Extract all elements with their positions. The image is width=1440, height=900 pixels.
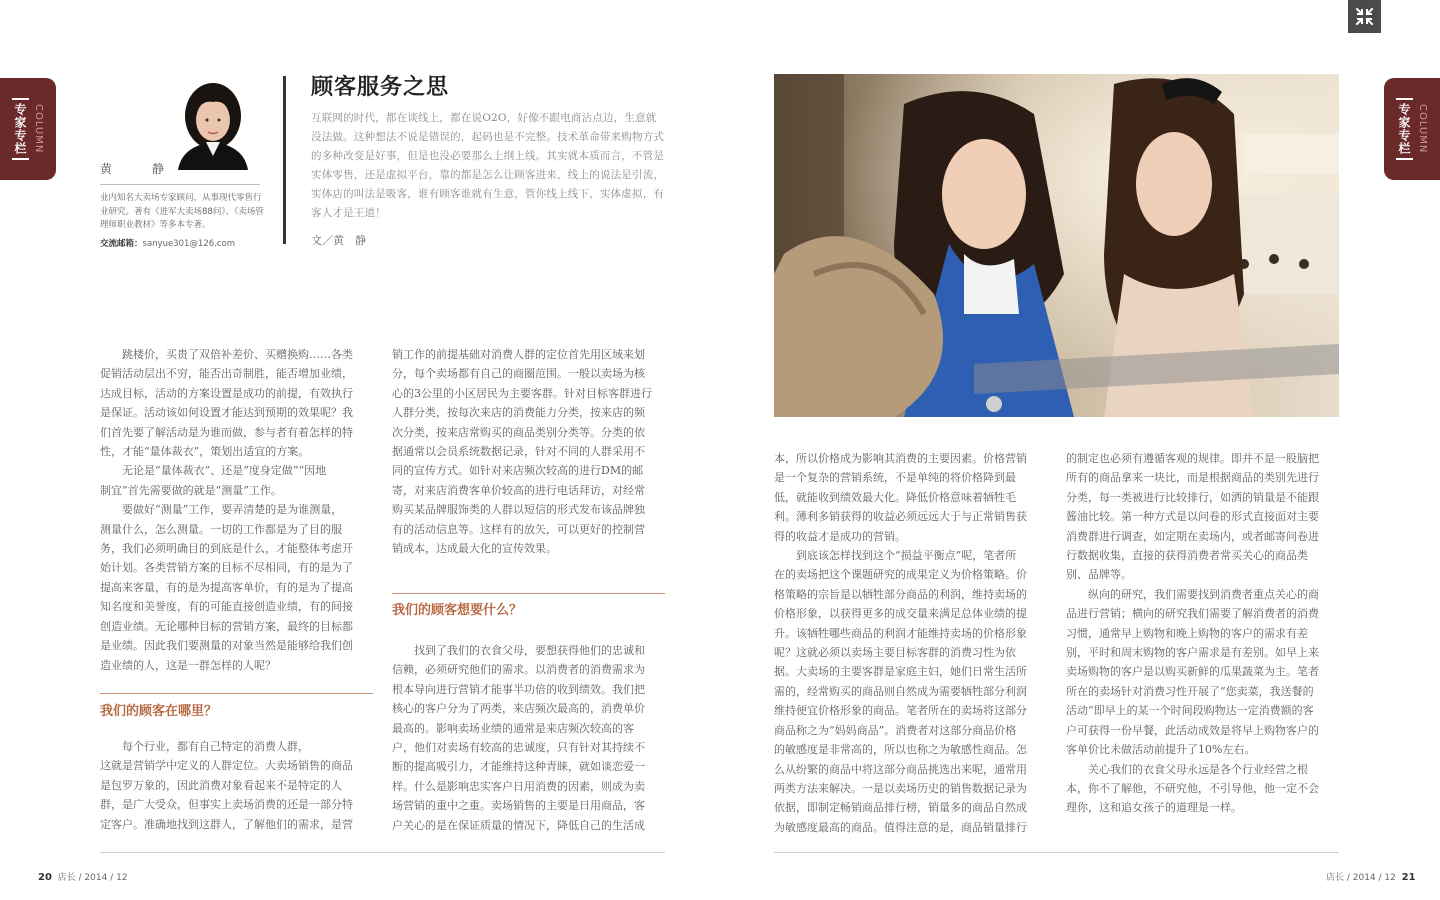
author-portrait [170, 76, 256, 170]
text-line: 造业绩的人，这是一群怎样的人呢？ [100, 658, 276, 672]
section-heading-where: 我们的顾客在哪里？ [100, 704, 218, 719]
text-line: 么从纷繁的商品中将这部分商品挑选出来呢，通常用 [774, 762, 1027, 776]
text-line: 活动”即早上的某一个时间段购物达一定消费额的客 [1066, 704, 1314, 718]
text-line: 达成目标，活动的方案设置是成功的前提，有效执行 [100, 386, 353, 400]
section-divider [100, 693, 373, 694]
text-line: 跳楼价，买贵了双倍补差价、买赠换购……各类 [122, 348, 353, 361]
text-line: 促销活动层出不穷，能否出奇制胜，能否增加业绩， [100, 367, 353, 381]
article-byline: 文／黄 静 [311, 234, 366, 247]
text-line: 无论是“量体裁衣”、还是“度身定做”“因地 [122, 464, 327, 478]
email-label: 交流邮箱： [100, 239, 143, 249]
text-line: 维持便宜价格形象的商品。笔者所在的卖场将这部分 [774, 704, 1027, 718]
text-line: 酱油比较。第一种方式是以问卷的形式直接面对主要 [1066, 510, 1319, 524]
text-line: 提高来客量，有的是为提高客单价，有的是为了提高 [100, 580, 353, 594]
column-tab-label: 专家专栏 [12, 98, 29, 160]
text-line: 纵向的研究，我们需要找到消费者重点关心的商 [1088, 587, 1319, 601]
text-line: 制宜”首先需要做的就是“测量”工作。 [100, 483, 282, 497]
text-line: 消费群进行调查，如定期在卖场内，或者邮寄问卷进 [1066, 529, 1319, 543]
text-line: 本，所以价格成为影响其消费的主要因素。价格营销 [774, 452, 1027, 465]
text-line: 格策略的宗旨是以牺牲部分商品的利润，维持卖场的 [774, 587, 1027, 601]
text-line: 得的收益才是成功的营销。 [774, 529, 906, 543]
article-intro: 互联网的时代，都在谈线上，都在说O2O，好像不跟电商沾点边，生意就没法做。这种想法不说是错误的，起码也是不完整。技术革命带来购物方式的多种改变是好事，但是也没必要那么上纲上线。其实就本质而言，不管是实体零售，还是虚拟平台，靠的都是怎么让顾客进来，线上的说法是引流，实体店的叫法是吸客，谁有顾客谁就有生意，管你线上线下，实体虚拟，有客人才是王道！ [311, 112, 665, 219]
column-tab-label: 专家专栏 [1396, 98, 1413, 160]
body-column-1 [100, 345, 373, 675]
footer-rule-left [100, 852, 665, 853]
body-column-1-cont [100, 737, 373, 834]
column-tab-label-en: COLUMN [1417, 104, 1428, 154]
magazine-issue-left: 店长 / 2014 / 12 [57, 873, 128, 883]
text-line: 每个行业，都有自己特定的消费人群， [122, 740, 309, 753]
text-line: 习惯，通常早上购物和晚上购物的客户的需求有差 [1066, 626, 1308, 640]
article-photo [774, 74, 1339, 417]
text-line: 卖场购物的客户是以购买新鲜的瓜果蔬菜为主。笔者 [1066, 665, 1319, 679]
text-line: 在的卖场把这个课题研究的成果定义为价格策略。价 [774, 568, 1027, 582]
body-column-4 [1066, 449, 1339, 818]
text-line: 群，是广大受众，但事实上卖场消费的还是一部分特 [100, 798, 353, 812]
text-line: 始计划。各类营销方案的目标不尽相同，有的是为了 [100, 561, 353, 575]
text-line: 人群分类，按每次来店的消费能力分类，按来店的频 [392, 406, 645, 420]
text-line: 是业绩。因此我们要测量的对象当然是能够给我们创 [100, 639, 353, 653]
text-line: 需的，经常购买的商品则自然成为需要牺牲部分利润 [774, 684, 1027, 698]
footer-rule-right [774, 852, 1339, 853]
text-line: 是一个复杂的营销系统，不是单纯的将价格降到最 [774, 471, 1016, 485]
text-line: 理你，这和追女孩子的道理是一样。 [1066, 801, 1242, 815]
author-bio: 业内知名大卖场专家顾问，从事现代零售行业研究。著有《进军大卖场88问》、《卖场管理师职业教材》等多本专著。 [100, 193, 264, 230]
text-line: 关心我们的衣食父母永远是各个行业经营之根 [1088, 762, 1308, 776]
text-line: 所在的卖场针对消费习性开展了“您卖菜，我送餐的 [1066, 684, 1314, 698]
text-line: 断的提高吸引力，才能维持这种青睐，就如谈恋爱一 [392, 760, 645, 774]
text-line: 找到了我们的衣食父母，要想获得他们的忠诚和 [414, 644, 645, 657]
column-tab-right [1384, 78, 1440, 180]
text-line: 创造业绩。无论哪种目标的营销方案，最终的目标都 [100, 619, 353, 633]
text-line: 样。什么是影响忠实客户日用消费的因素，则成为卖 [392, 779, 645, 793]
text-line: 这就是营销学中定义的人群定位。大卖场销售的商品 [100, 759, 353, 773]
page-number-right: 21 [1401, 872, 1416, 883]
text-line: 商品称之为“妈妈商品”。消费者对这部分商品价格 [774, 723, 1017, 737]
author-email [100, 237, 235, 249]
text-line: 两类方法来解决。一是以卖场历史的销售数据记录为 [774, 781, 1027, 795]
fullscreen-toggle-button[interactable] [1348, 0, 1381, 33]
author-name: 黄 静 [100, 162, 179, 176]
text-line: 的敏感度是非常高的，所以也称之为敏感性商品。怎 [774, 743, 1027, 757]
collapse-arrows-icon [1348, 0, 1381, 33]
text-line: 核心的客户分为了两类，来店频次最高的，消费单价 [392, 702, 645, 716]
text-line: 低，就能收到绩效最大化。降低价格意味着牺牲毛 [774, 490, 1016, 504]
text-line: 所有的商品拿来一块比，而是根据商品的类别先进行 [1066, 471, 1319, 485]
body-column-3 [774, 449, 1047, 837]
text-line: 销成本，达成最大化的宣传效果。 [392, 542, 557, 556]
text-line: 为敏感度最高的商品。值得注意的是，商品销量排行 [774, 820, 1027, 834]
divider [100, 184, 260, 185]
text-line: 是包罗万象的，因此消费对象看起来不是特定的人 [100, 778, 342, 792]
text-line: 呢？这就必须以卖场主要目标客群的消费习性为依 [774, 646, 1016, 660]
email-address: sanyue301@126.com [142, 239, 235, 249]
text-line: 户，他们对卖场有较高的忠诚度，只有针对其持续不 [392, 741, 645, 755]
text-line: 利。薄利多销获得的收益必须远远大于与正常销售获 [774, 510, 1027, 524]
text-line: 购买某品牌服饰类的人群以短信的形式发布该品牌独 [392, 503, 645, 517]
text-line: 户关心的是在保证质量的情况下，降低自己的生活成 [392, 818, 645, 832]
magazine-issue-right: 店长 / 2014 / 12 [1326, 873, 1396, 883]
text-line: 价格形象，以获得更多的成交量来满足总体业绩的提 [774, 607, 1027, 621]
text-line: 据。大卖场的主要客群是家庭主妇，她们日常生活所 [774, 665, 1027, 679]
text-line: 别，平时和周末购物的客户需求是有差别。如早上来 [1066, 646, 1319, 660]
text-line: 同的宣传方式。如针对来店频次较高的进行DM的邮 [392, 464, 644, 478]
section-heading-what: 我们的顾客想要什么？ [392, 603, 523, 618]
column-tab-left [0, 78, 56, 180]
text-line: 户可获得一份早餐，此活动成效是将早上购物客户的 [1066, 723, 1319, 737]
page-number-left: 20 [38, 872, 52, 883]
column-tab-label-en: COLUMN [33, 104, 44, 154]
text-line: 信赖，必须研究他们的需求。以消费者的消费需求为 [392, 663, 645, 677]
text-line: 行数据收集，直接的获得消费者常买关心的商品类 [1066, 549, 1308, 563]
text-line: 知名度和美誉度，有的可能直接创造业绩，有的间接 [100, 600, 353, 614]
text-line: 的制定也必须有遵循客观的规律。即并不是一股脑把 [1066, 452, 1319, 465]
text-line: 场营销的重中之重。卖场销售的主要是日用商品，客 [392, 799, 645, 813]
text-line: 本，你不了解他，不研究他，不引导他，他一定不会 [1066, 781, 1319, 795]
text-line: 是保证。活动该如何设置才能达到预期的效果呢？我 [100, 406, 353, 420]
title-accent-bar [283, 76, 286, 244]
text-line: 根本导向进行营销才能事半功倍的收到绩效。我们把 [392, 682, 645, 696]
folio-left [38, 870, 128, 883]
text-line: 定客户。准确地找到这群人，了解他们的需求，是营 [100, 817, 353, 831]
body-column-2-cont [392, 641, 665, 835]
text-line: 分类，每一类被进行比较排行，如洒的销量是不能跟 [1066, 490, 1319, 504]
text-line: 依据，即制定畅销商品排行榜，销量多的商品自然成 [774, 801, 1027, 815]
text-line: 品进行营销；横向的研究我们需要了解消费者的消费 [1066, 607, 1319, 621]
text-line: 客单价比未做活动前提升了10%左右。 [1066, 743, 1256, 757]
article-title: 顾客服务之思 [311, 75, 450, 100]
text-line: 测量什么，怎么测量。一切的工作都是为了目的服 [100, 522, 342, 536]
text-line: 最高的。影响卖场业绩的通常是来店频次较高的客 [392, 721, 634, 735]
text-line: 们首先要了解活动是为谁而做，参与者有着怎样的特 [100, 425, 353, 439]
text-line: 销工作的前提基础对消费人群的定位首先用区域来划 [392, 348, 645, 361]
text-line: 性，才能“量体裁衣”，策划出适宜的方案。 [100, 445, 310, 459]
text-line: 务，我们必须明确目的到底是什么，才能整体考虑开 [100, 542, 353, 556]
text-line: 要做好“测量”工作，要弄清楚的是为谁测量， [122, 503, 343, 517]
text-line: 别、品牌等。 [1066, 568, 1132, 582]
text-line: 次分类，按来店常购买的商品类别分类等。分类的依 [392, 425, 645, 439]
folio-right [1326, 870, 1416, 883]
text-line: 心的3公里的小区居民为主要客群。针对目标客群进行 [392, 386, 652, 400]
text-line: 寄，对来店消费客单价较高的进行电话拜访，对经常 [392, 483, 645, 497]
text-line: 到底该怎样找到这个“损益平衡点”呢，笔者所 [796, 549, 1017, 563]
text-line: 升。该牺牲哪些商品的利润才能维持卖场的价格形象 [774, 626, 1027, 640]
text-line: 据通常以会员系统数据记录，针对不同的人群采用不 [392, 445, 645, 459]
text-line: 分，每个卖场都有自己的商圈范围。一般以卖场为核 [392, 367, 645, 381]
section-divider [392, 593, 665, 594]
text-line: 有的活动信息等。这样有的放矢，可以更好的控制营 [392, 522, 645, 536]
body-column-2 [392, 345, 665, 558]
